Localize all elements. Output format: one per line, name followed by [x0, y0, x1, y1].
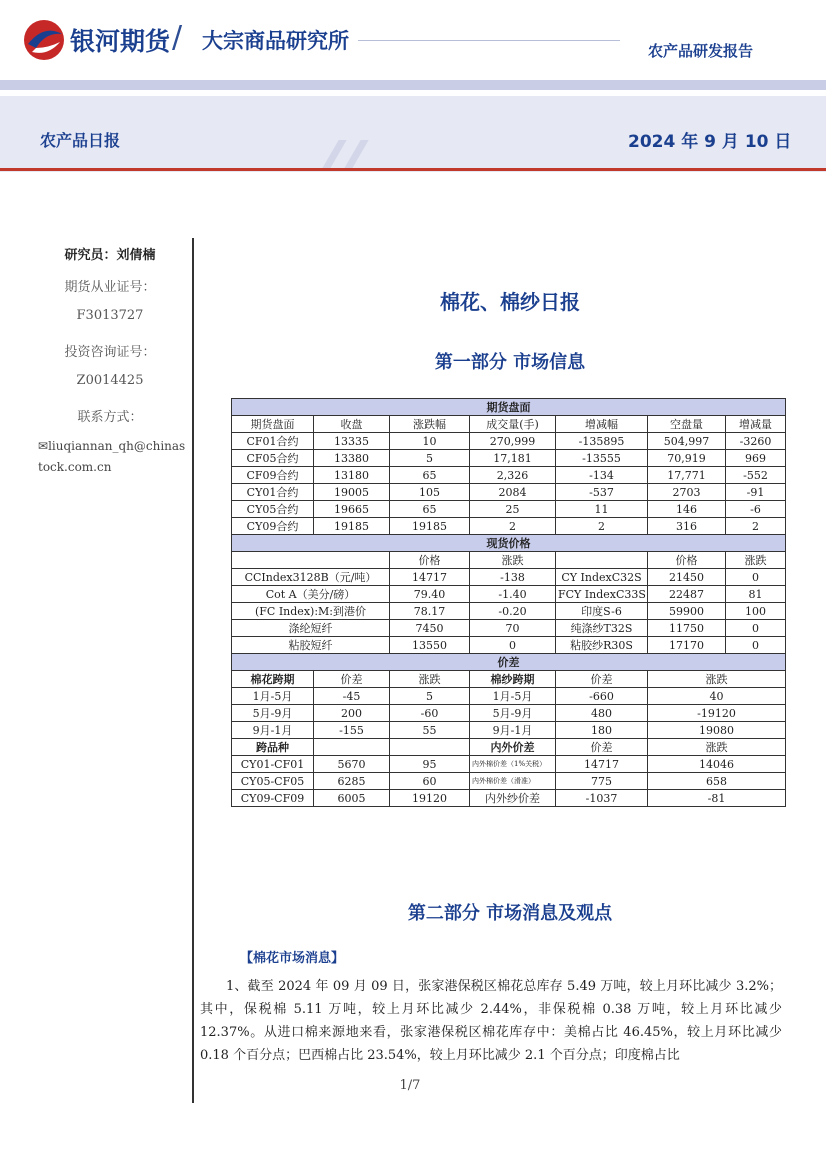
column-header: 空盘量: [648, 416, 726, 433]
table-cell: -6: [726, 501, 786, 518]
table-cell: 0: [726, 620, 786, 637]
table-cell: 504,997: [648, 433, 726, 450]
table-cell: -13555: [556, 450, 648, 467]
column-header: 价格: [648, 552, 726, 569]
table-cell: CY09-CF09: [232, 790, 314, 807]
title-band-underline: [0, 168, 826, 171]
table-row: [232, 450, 786, 467]
table-cell: 65: [390, 467, 470, 484]
table-cell: (FC Index):M:到港价: [232, 603, 390, 620]
table-cell: 21450: [648, 569, 726, 586]
table-cell: -134: [556, 467, 648, 484]
table-cell: -1.40: [470, 586, 556, 603]
table-cell: 5: [390, 688, 470, 705]
table-row: [232, 620, 786, 637]
table-cell: 6285: [314, 773, 390, 790]
table-cell: -19120: [648, 705, 786, 722]
section-row: [232, 535, 786, 552]
table-cell: 100: [726, 603, 786, 620]
column-header: [314, 739, 390, 756]
table-cell: 内外纱价差: [470, 790, 556, 807]
table-row: [232, 637, 786, 654]
table-cell: 105: [390, 484, 470, 501]
column-header: 价差: [314, 671, 390, 688]
table-cell: 9月-1月: [232, 722, 314, 739]
table-cell: CY01合约: [232, 484, 314, 501]
table-cell: CF01合约: [232, 433, 314, 450]
column-header: 价格: [390, 552, 470, 569]
table-cell: 0: [726, 637, 786, 654]
table-cell: 13180: [314, 467, 390, 484]
table-cell: -135895: [556, 433, 648, 450]
table-cell: 2: [556, 518, 648, 535]
table-cell: 14717: [556, 756, 648, 773]
email-text: liuqiannan_qh@chinastock.com.cn: [38, 439, 186, 474]
table-cell: 5670: [314, 756, 390, 773]
table-cell: 5月-9月: [232, 705, 314, 722]
table-cell: Cot A（美分/磅）: [232, 586, 390, 603]
part2-title: 第二部分 市场消息及观点: [407, 903, 613, 924]
table-cell: -60: [390, 705, 470, 722]
table-cell: 2084: [470, 484, 556, 501]
table-cell: -155: [314, 722, 390, 739]
contact-label: 联系方式：: [77, 410, 143, 425]
column-header: 涨跌: [390, 671, 470, 688]
report-category: 农产品日报: [40, 131, 121, 150]
table-cell: 95: [390, 756, 470, 773]
table-cell: 6005: [314, 790, 390, 807]
column-header: 涨跌: [726, 552, 786, 569]
header-row: [232, 671, 786, 688]
table-cell: 0: [470, 637, 556, 654]
report-title: 棉花、棉纱日报: [440, 290, 580, 314]
table-cell: 19080: [648, 722, 786, 739]
table-cell: 17,181: [470, 450, 556, 467]
table-cell: 60: [390, 773, 470, 790]
table-cell: 2,326: [470, 467, 556, 484]
table-cell: 11: [556, 501, 648, 518]
table-cell: 65: [390, 501, 470, 518]
table-row: [232, 722, 786, 739]
researcher: 研究员：刘倩楠: [64, 248, 156, 263]
column-header: 涨跌: [470, 552, 556, 569]
column-header: [390, 739, 470, 756]
column-header: 涨跌: [648, 739, 786, 756]
table-cell: CY09合约: [232, 518, 314, 535]
table-row: [232, 705, 786, 722]
table-cell: 涤纶短纤: [232, 620, 390, 637]
news-heading: 【棉花市场消息】: [240, 951, 345, 966]
table-cell: -91: [726, 484, 786, 501]
section-title-futures: 期货盘面: [232, 399, 786, 416]
table-cell: 1月-5月: [232, 688, 314, 705]
table-row: [232, 790, 786, 807]
column-header: 涨跌: [648, 671, 786, 688]
table-row: [232, 603, 786, 620]
table-cell: 19185: [390, 518, 470, 535]
table-cell: -0.20: [470, 603, 556, 620]
table-cell: 9月-1月: [470, 722, 556, 739]
header-row: [232, 416, 786, 433]
table-cell: 2703: [648, 484, 726, 501]
table-row: [232, 586, 786, 603]
column-header: 期货盘面: [232, 416, 314, 433]
column-header: 增减量: [726, 416, 786, 433]
header-stripe: [0, 80, 826, 90]
report-date: 2024 年 9 月 10 日: [628, 132, 792, 152]
consult-label: 投资咨询证号：: [64, 345, 156, 360]
table-cell: 13380: [314, 450, 390, 467]
column-header: 棉花跨期: [232, 671, 314, 688]
table-cell: 19665: [314, 501, 390, 518]
table-cell: 10: [390, 433, 470, 450]
table-cell: 7450: [390, 620, 470, 637]
table-cell: -552: [726, 467, 786, 484]
table-cell: -537: [556, 484, 648, 501]
table-cell: 19120: [390, 790, 470, 807]
table-cell: 40: [648, 688, 786, 705]
table-cell: 0: [726, 569, 786, 586]
table-cell: 22487: [648, 586, 726, 603]
table-cell: 17170: [648, 637, 726, 654]
market-table: [231, 398, 786, 807]
table-cell: 13550: [390, 637, 470, 654]
header-row: [232, 552, 786, 569]
column-header: [556, 552, 648, 569]
table-cell: 14046: [648, 756, 786, 773]
table-row: [232, 467, 786, 484]
table-cell: 19185: [314, 518, 390, 535]
license-number: F3013727: [76, 308, 144, 323]
table-cell: 粘胶纱R30S: [556, 637, 648, 654]
table-cell: 70,919: [648, 450, 726, 467]
column-header: 棉纱跨期: [470, 671, 556, 688]
contact-email[interactable]: [38, 436, 190, 478]
table-cell: 81: [726, 586, 786, 603]
mail-icon: ✉: [38, 439, 49, 453]
table-row: [232, 773, 786, 790]
table-cell: 13335: [314, 433, 390, 450]
column-header: 成交量(手): [470, 416, 556, 433]
table-cell: 内外棉价差（滑准）: [470, 773, 556, 790]
consult-number: Z0014425: [76, 373, 144, 388]
department-name: 大宗商品研究所: [202, 29, 349, 53]
table-cell: 2: [726, 518, 786, 535]
table-cell: 55: [390, 722, 470, 739]
table-cell: CF05合约: [232, 450, 314, 467]
column-header: 增减幅: [556, 416, 648, 433]
table-cell: -1037: [556, 790, 648, 807]
table-row: [232, 501, 786, 518]
license-label: 期货从业证号：: [64, 280, 156, 295]
table-cell: CY IndexC32S: [556, 569, 648, 586]
table-cell: 146: [648, 501, 726, 518]
table-cell: 19005: [314, 484, 390, 501]
table-row: [232, 688, 786, 705]
table-cell: -81: [648, 790, 786, 807]
table-cell: CY05-CF05: [232, 773, 314, 790]
table-row: [232, 433, 786, 450]
logo-divider: /: [172, 20, 183, 55]
column-header: 价差: [556, 739, 648, 756]
company-name: 银河期货: [70, 27, 171, 56]
table-cell: -45: [314, 688, 390, 705]
table-cell: 纯涤纱T32S: [556, 620, 648, 637]
table-row: [232, 569, 786, 586]
table-cell: 480: [556, 705, 648, 722]
column-header: 内外价差: [470, 739, 556, 756]
table-cell: -3260: [726, 433, 786, 450]
table-cell: 316: [648, 518, 726, 535]
table-row: [232, 484, 786, 501]
table-cell: 印度S-6: [556, 603, 648, 620]
table-cell: 969: [726, 450, 786, 467]
table-cell: -660: [556, 688, 648, 705]
table-cell: 5: [390, 450, 470, 467]
table-cell: 79.40: [390, 586, 470, 603]
table-cell: 2: [470, 518, 556, 535]
column-header: [232, 552, 390, 569]
column-header: 收盘: [314, 416, 390, 433]
table-cell: -138: [470, 569, 556, 586]
table-cell: 180: [556, 722, 648, 739]
page-number: 1/7: [399, 1078, 421, 1093]
table-cell: CF09合约: [232, 467, 314, 484]
table-cell: 200: [314, 705, 390, 722]
section-row: [232, 654, 786, 671]
table-cell: 775: [556, 773, 648, 790]
table-cell: CY05合约: [232, 501, 314, 518]
sidebar-divider: [192, 238, 194, 1103]
table-cell: 78.17: [390, 603, 470, 620]
table-cell: 14717: [390, 569, 470, 586]
table-cell: 粘胶短纤: [232, 637, 390, 654]
table-cell: 270,999: [470, 433, 556, 450]
table-cell: 内外棉价差（1%关税）: [470, 756, 556, 773]
table-cell: CCIndex3128B（元/吨）: [232, 569, 390, 586]
header-rule: [358, 40, 620, 41]
table-cell: 59900: [648, 603, 726, 620]
table-cell: FCY IndexC33S: [556, 586, 648, 603]
table-cell: 11750: [648, 620, 726, 637]
company-logo-icon: [22, 18, 66, 62]
table-cell: 70: [470, 620, 556, 637]
table-cell: 658: [648, 773, 786, 790]
table-cell: CY01-CF01: [232, 756, 314, 773]
table-cell: 25: [470, 501, 556, 518]
table-cell: 5月-9月: [470, 705, 556, 722]
section-title-spot: 现货价格: [232, 535, 786, 552]
report-type: 农产品研发报告: [648, 42, 754, 60]
header-row: [232, 739, 786, 756]
section-title-spread: 价差: [232, 654, 786, 671]
table-cell: 17,771: [648, 467, 726, 484]
table-cell: 1月-5月: [470, 688, 556, 705]
section-row: [232, 399, 786, 416]
column-header: 涨跌幅: [390, 416, 470, 433]
column-header: 跨品种: [232, 739, 314, 756]
column-header: 价差: [556, 671, 648, 688]
table-row: [232, 756, 786, 773]
news-paragraph: 1、截至 2024 年 09 月 09 日，张家港保税区棉花总库存 5.49 万吨，较上月环比减少 3.2%；其中，保税棉 5.11 万吨，较上月环比减少 2.44%，非保税棉 0.38 万吨，较上月环比减少 12.37%。从进口棉来源地来看，张家港保税区棉花库存中：美棉占比 46.45%，较上月环比减少 0.18 个百分点；巴西棉占比 23.54%，较上月环比减少 2.1 个百分点；印度棉占比: [200, 979, 782, 1063]
part1-title: 第一部分 市场信息: [434, 352, 586, 373]
table-row: [232, 518, 786, 535]
